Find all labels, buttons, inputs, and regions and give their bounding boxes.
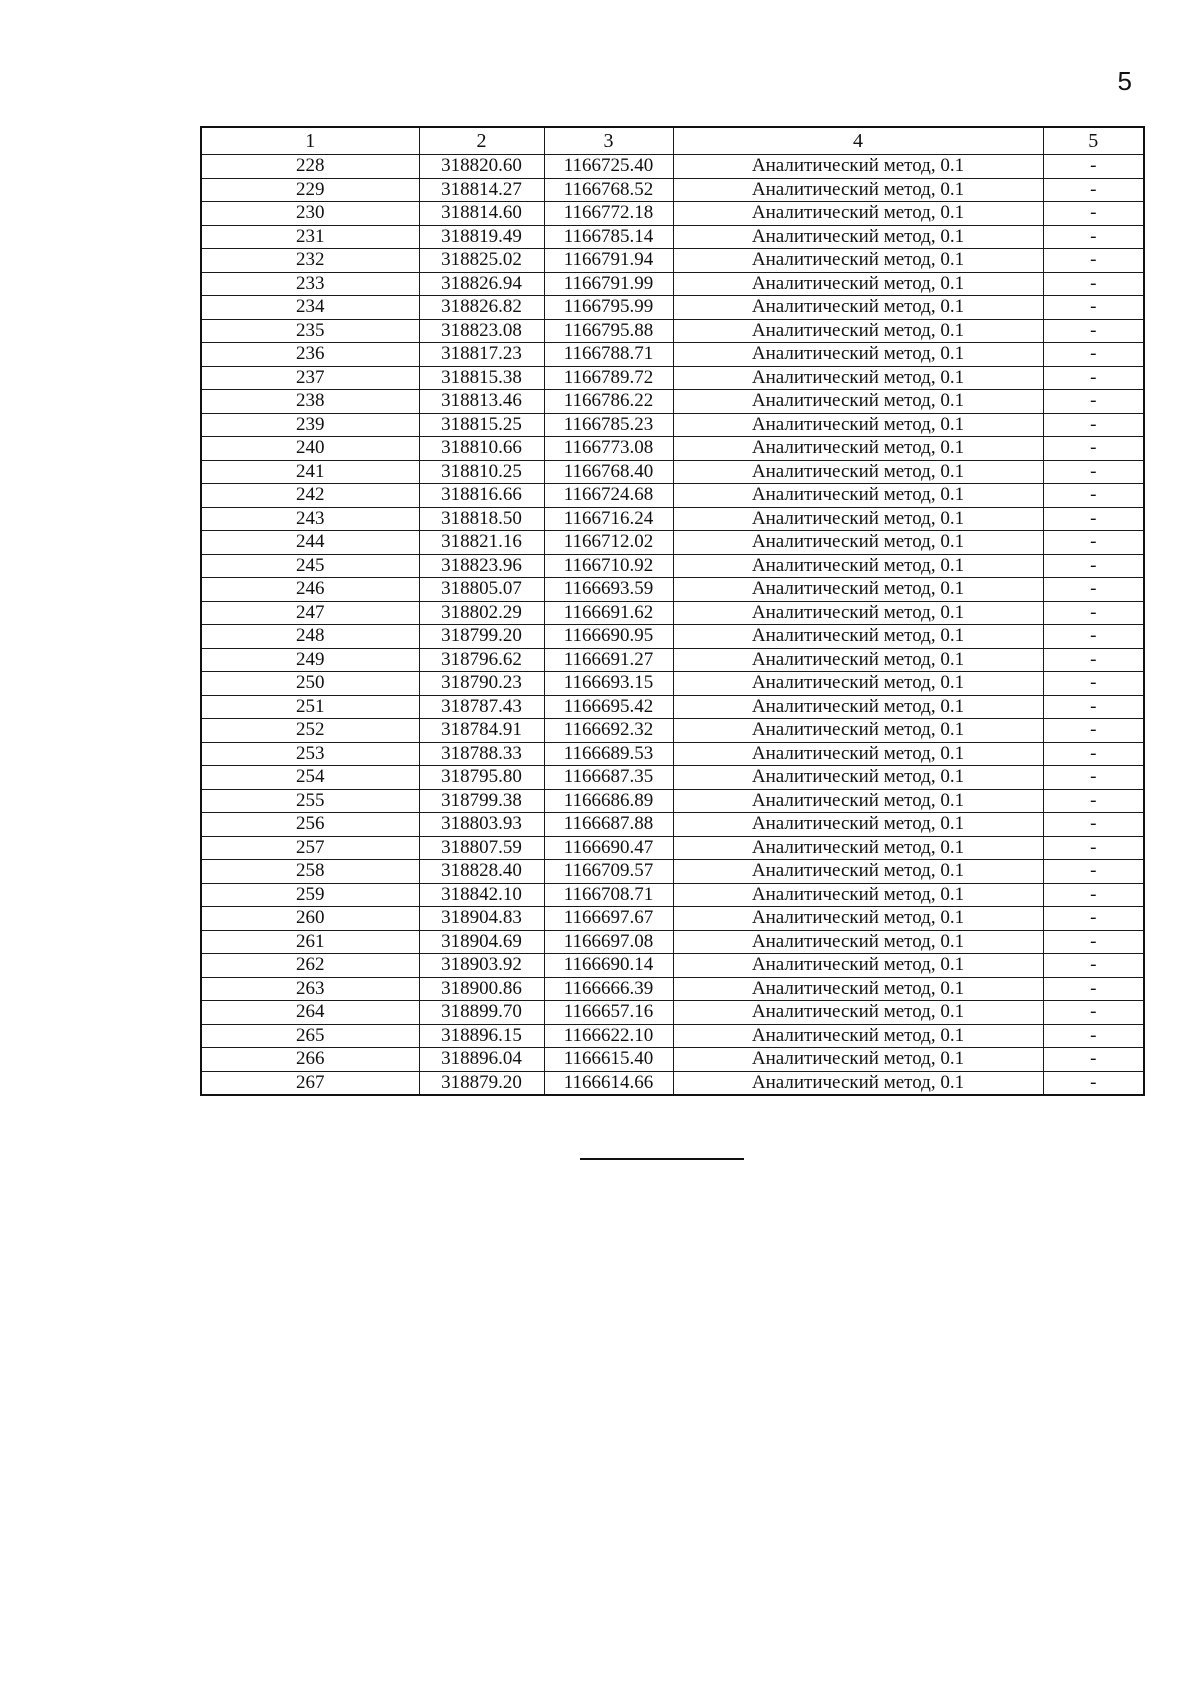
x-coordinate-cell: 318815.38 [419, 366, 544, 390]
y-coordinate-cell: 1166691.62 [544, 601, 673, 625]
method-cell: Аналитический метод, 0.1 [673, 977, 1043, 1001]
method-cell: Аналитический метод, 0.1 [673, 484, 1043, 508]
note-cell: - [1043, 507, 1144, 531]
note-cell: - [1043, 155, 1144, 179]
point-number-cell: 267 [201, 1071, 419, 1095]
point-number-cell: 264 [201, 1001, 419, 1025]
table-row [201, 319, 1144, 343]
y-coordinate-cell: 1166768.52 [544, 178, 673, 202]
note-cell: - [1043, 1048, 1144, 1072]
note-cell: - [1043, 813, 1144, 837]
x-coordinate-cell: 318821.16 [419, 531, 544, 555]
table-row [201, 625, 1144, 649]
y-coordinate-cell: 1166708.71 [544, 883, 673, 907]
point-number-cell: 250 [201, 672, 419, 696]
point-number-cell: 257 [201, 836, 419, 860]
table-row [201, 272, 1144, 296]
x-coordinate-cell: 318799.38 [419, 789, 544, 813]
y-coordinate-cell: 1166666.39 [544, 977, 673, 1001]
note-cell: - [1043, 1071, 1144, 1095]
note-cell: - [1043, 390, 1144, 414]
y-coordinate-cell: 1166795.99 [544, 296, 673, 320]
y-coordinate-cell: 1166712.02 [544, 531, 673, 555]
table-row [201, 672, 1144, 696]
table-row [201, 719, 1144, 743]
method-cell: Аналитический метод, 0.1 [673, 413, 1043, 437]
note-cell: - [1043, 343, 1144, 367]
method-cell: Аналитический метод, 0.1 [673, 648, 1043, 672]
note-cell: - [1043, 554, 1144, 578]
y-coordinate-cell: 1166786.22 [544, 390, 673, 414]
note-cell: - [1043, 930, 1144, 954]
y-coordinate-cell: 1166709.57 [544, 860, 673, 884]
y-coordinate-cell: 1166716.24 [544, 507, 673, 531]
method-cell: Аналитический метод, 0.1 [673, 437, 1043, 461]
y-coordinate-cell: 1166724.68 [544, 484, 673, 508]
point-number-cell: 258 [201, 860, 419, 884]
y-coordinate-cell: 1166772.18 [544, 202, 673, 226]
point-number-cell: 256 [201, 813, 419, 837]
note-cell: - [1043, 366, 1144, 390]
note-cell: - [1043, 225, 1144, 249]
method-cell: Аналитический метод, 0.1 [673, 343, 1043, 367]
point-number-cell: 229 [201, 178, 419, 202]
x-coordinate-cell: 318810.25 [419, 460, 544, 484]
y-coordinate-cell: 1166691.27 [544, 648, 673, 672]
method-cell: Аналитический метод, 0.1 [673, 155, 1043, 179]
method-cell: Аналитический метод, 0.1 [673, 719, 1043, 743]
x-coordinate-cell: 318826.82 [419, 296, 544, 320]
y-coordinate-cell: 1166785.23 [544, 413, 673, 437]
note-cell: - [1043, 1001, 1144, 1025]
table-row [201, 249, 1144, 273]
note-cell: - [1043, 672, 1144, 696]
point-number-cell: 261 [201, 930, 419, 954]
note-cell: - [1043, 836, 1144, 860]
note-cell: - [1043, 601, 1144, 625]
method-cell: Аналитический метод, 0.1 [673, 883, 1043, 907]
point-number-cell: 243 [201, 507, 419, 531]
x-coordinate-cell: 318795.80 [419, 766, 544, 790]
table-row [201, 202, 1144, 226]
x-coordinate-cell: 318815.25 [419, 413, 544, 437]
method-cell: Аналитический метод, 0.1 [673, 742, 1043, 766]
table-row [201, 1024, 1144, 1048]
y-coordinate-cell: 1166791.94 [544, 249, 673, 273]
note-cell: - [1043, 531, 1144, 555]
method-cell: Аналитический метод, 0.1 [673, 625, 1043, 649]
method-cell: Аналитический метод, 0.1 [673, 272, 1043, 296]
note-cell: - [1043, 484, 1144, 508]
x-coordinate-cell: 318796.62 [419, 648, 544, 672]
point-number-cell: 233 [201, 272, 419, 296]
y-coordinate-cell: 1166693.59 [544, 578, 673, 602]
point-number-cell: 242 [201, 484, 419, 508]
x-coordinate-cell: 318903.92 [419, 954, 544, 978]
x-coordinate-cell: 318842.10 [419, 883, 544, 907]
point-number-cell: 228 [201, 155, 419, 179]
point-number-cell: 259 [201, 883, 419, 907]
point-number-cell: 239 [201, 413, 419, 437]
point-number-cell: 254 [201, 766, 419, 790]
note-cell: - [1043, 719, 1144, 743]
note-cell: - [1043, 460, 1144, 484]
method-cell: Аналитический метод, 0.1 [673, 954, 1043, 978]
table-row [201, 507, 1144, 531]
method-cell: Аналитический метод, 0.1 [673, 202, 1043, 226]
point-number-cell: 240 [201, 437, 419, 461]
table-row [201, 836, 1144, 860]
note-cell: - [1043, 296, 1144, 320]
note-cell: - [1043, 178, 1144, 202]
column-header: 1 [201, 127, 419, 155]
method-cell: Аналитический метод, 0.1 [673, 1024, 1043, 1048]
table-row [201, 460, 1144, 484]
method-cell: Аналитический метод, 0.1 [673, 836, 1043, 860]
method-cell: Аналитический метод, 0.1 [673, 531, 1043, 555]
y-coordinate-cell: 1166697.67 [544, 907, 673, 931]
method-cell: Аналитический метод, 0.1 [673, 319, 1043, 343]
coordinates-table [200, 126, 1145, 1096]
point-number-cell: 255 [201, 789, 419, 813]
x-coordinate-cell: 318904.83 [419, 907, 544, 931]
point-number-cell: 249 [201, 648, 419, 672]
method-cell: Аналитический метод, 0.1 [673, 695, 1043, 719]
x-coordinate-cell: 318817.23 [419, 343, 544, 367]
point-number-cell: 236 [201, 343, 419, 367]
end-divider [580, 1158, 744, 1160]
x-coordinate-cell: 318900.86 [419, 977, 544, 1001]
y-coordinate-cell: 1166687.35 [544, 766, 673, 790]
note-cell: - [1043, 578, 1144, 602]
table-row [201, 930, 1144, 954]
table-row [201, 484, 1144, 508]
x-coordinate-cell: 318799.20 [419, 625, 544, 649]
y-coordinate-cell: 1166690.14 [544, 954, 673, 978]
note-cell: - [1043, 977, 1144, 1001]
point-number-cell: 245 [201, 554, 419, 578]
table-body [201, 155, 1144, 1096]
x-coordinate-cell: 318818.50 [419, 507, 544, 531]
table-row [201, 225, 1144, 249]
method-cell: Аналитический метод, 0.1 [673, 1001, 1043, 1025]
method-cell: Аналитический метод, 0.1 [673, 766, 1043, 790]
y-coordinate-cell: 1166692.32 [544, 719, 673, 743]
y-coordinate-cell: 1166690.95 [544, 625, 673, 649]
y-coordinate-cell: 1166768.40 [544, 460, 673, 484]
x-coordinate-cell: 318826.94 [419, 272, 544, 296]
y-coordinate-cell: 1166614.66 [544, 1071, 673, 1095]
table-row [201, 578, 1144, 602]
y-coordinate-cell: 1166795.88 [544, 319, 673, 343]
table-row [201, 155, 1144, 179]
x-coordinate-cell: 318823.08 [419, 319, 544, 343]
y-coordinate-cell: 1166710.92 [544, 554, 673, 578]
table-row [201, 343, 1144, 367]
x-coordinate-cell: 318805.07 [419, 578, 544, 602]
method-cell: Аналитический метод, 0.1 [673, 249, 1043, 273]
x-coordinate-cell: 318828.40 [419, 860, 544, 884]
x-coordinate-cell: 318823.96 [419, 554, 544, 578]
point-number-cell: 266 [201, 1048, 419, 1072]
table-row [201, 178, 1144, 202]
point-number-cell: 231 [201, 225, 419, 249]
method-cell: Аналитический метод, 0.1 [673, 601, 1043, 625]
y-coordinate-cell: 1166695.42 [544, 695, 673, 719]
table-row [201, 648, 1144, 672]
x-coordinate-cell: 318825.02 [419, 249, 544, 273]
y-coordinate-cell: 1166789.72 [544, 366, 673, 390]
point-number-cell: 235 [201, 319, 419, 343]
table-row [201, 954, 1144, 978]
method-cell: Аналитический метод, 0.1 [673, 907, 1043, 931]
x-coordinate-cell: 318813.46 [419, 390, 544, 414]
method-cell: Аналитический метод, 0.1 [673, 813, 1043, 837]
note-cell: - [1043, 789, 1144, 813]
y-coordinate-cell: 1166791.99 [544, 272, 673, 296]
table-row [201, 977, 1144, 1001]
x-coordinate-cell: 318784.91 [419, 719, 544, 743]
table-row [201, 1001, 1144, 1025]
point-number-cell: 262 [201, 954, 419, 978]
y-coordinate-cell: 1166615.40 [544, 1048, 673, 1072]
x-coordinate-cell: 318807.59 [419, 836, 544, 860]
method-cell: Аналитический метод, 0.1 [673, 1071, 1043, 1095]
point-number-cell: 244 [201, 531, 419, 555]
note-cell: - [1043, 860, 1144, 884]
x-coordinate-cell: 318787.43 [419, 695, 544, 719]
point-number-cell: 253 [201, 742, 419, 766]
point-number-cell: 232 [201, 249, 419, 273]
x-coordinate-cell: 318816.66 [419, 484, 544, 508]
table-row [201, 413, 1144, 437]
note-cell: - [1043, 1024, 1144, 1048]
method-cell: Аналитический метод, 0.1 [673, 296, 1043, 320]
point-number-cell: 248 [201, 625, 419, 649]
point-number-cell: 251 [201, 695, 419, 719]
header-row [201, 127, 1144, 155]
column-header: 4 [673, 127, 1043, 155]
y-coordinate-cell: 1166622.10 [544, 1024, 673, 1048]
note-cell: - [1043, 695, 1144, 719]
point-number-cell: 237 [201, 366, 419, 390]
column-header: 3 [544, 127, 673, 155]
x-coordinate-cell: 318788.33 [419, 742, 544, 766]
note-cell: - [1043, 319, 1144, 343]
x-coordinate-cell: 318814.27 [419, 178, 544, 202]
method-cell: Аналитический метод, 0.1 [673, 1048, 1043, 1072]
method-cell: Аналитический метод, 0.1 [673, 672, 1043, 696]
column-header: 2 [419, 127, 544, 155]
y-coordinate-cell: 1166686.89 [544, 789, 673, 813]
note-cell: - [1043, 202, 1144, 226]
table-row [201, 1048, 1144, 1072]
note-cell: - [1043, 954, 1144, 978]
table-row [201, 554, 1144, 578]
table-row [201, 742, 1144, 766]
point-number-cell: 246 [201, 578, 419, 602]
y-coordinate-cell: 1166693.15 [544, 672, 673, 696]
point-number-cell: 260 [201, 907, 419, 931]
table-row [201, 813, 1144, 837]
method-cell: Аналитический метод, 0.1 [673, 930, 1043, 954]
note-cell: - [1043, 437, 1144, 461]
method-cell: Аналитический метод, 0.1 [673, 578, 1043, 602]
note-cell: - [1043, 648, 1144, 672]
page-number: 5 [1117, 66, 1132, 96]
x-coordinate-cell: 318820.60 [419, 155, 544, 179]
x-coordinate-cell: 318904.69 [419, 930, 544, 954]
point-number-cell: 238 [201, 390, 419, 414]
x-coordinate-cell: 318790.23 [419, 672, 544, 696]
note-cell: - [1043, 883, 1144, 907]
table-row [201, 860, 1144, 884]
note-cell: - [1043, 766, 1144, 790]
y-coordinate-cell: 1166687.88 [544, 813, 673, 837]
method-cell: Аналитический метод, 0.1 [673, 507, 1043, 531]
x-coordinate-cell: 318879.20 [419, 1071, 544, 1095]
x-coordinate-cell: 318899.70 [419, 1001, 544, 1025]
y-coordinate-cell: 1166773.08 [544, 437, 673, 461]
method-cell: Аналитический метод, 0.1 [673, 225, 1043, 249]
x-coordinate-cell: 318814.60 [419, 202, 544, 226]
point-number-cell: 241 [201, 460, 419, 484]
table-row [201, 296, 1144, 320]
point-number-cell: 252 [201, 719, 419, 743]
point-number-cell: 230 [201, 202, 419, 226]
method-cell: Аналитический метод, 0.1 [673, 460, 1043, 484]
y-coordinate-cell: 1166697.08 [544, 930, 673, 954]
y-coordinate-cell: 1166689.53 [544, 742, 673, 766]
point-number-cell: 247 [201, 601, 419, 625]
y-coordinate-cell: 1166725.40 [544, 155, 673, 179]
note-cell: - [1043, 413, 1144, 437]
note-cell: - [1043, 907, 1144, 931]
method-cell: Аналитический метод, 0.1 [673, 789, 1043, 813]
column-header: 5 [1043, 127, 1144, 155]
method-cell: Аналитический метод, 0.1 [673, 554, 1043, 578]
x-coordinate-cell: 318819.49 [419, 225, 544, 249]
note-cell: - [1043, 272, 1144, 296]
table-row [201, 883, 1144, 907]
x-coordinate-cell: 318810.66 [419, 437, 544, 461]
note-cell: - [1043, 625, 1144, 649]
x-coordinate-cell: 318803.93 [419, 813, 544, 837]
table-row [201, 390, 1144, 414]
x-coordinate-cell: 318896.04 [419, 1048, 544, 1072]
method-cell: Аналитический метод, 0.1 [673, 366, 1043, 390]
y-coordinate-cell: 1166690.47 [544, 836, 673, 860]
y-coordinate-cell: 1166788.71 [544, 343, 673, 367]
table-row [201, 695, 1144, 719]
x-coordinate-cell: 318896.15 [419, 1024, 544, 1048]
table-row [201, 789, 1144, 813]
x-coordinate-cell: 318802.29 [419, 601, 544, 625]
table-row [201, 907, 1144, 931]
method-cell: Аналитический метод, 0.1 [673, 178, 1043, 202]
table-row [201, 531, 1144, 555]
y-coordinate-cell: 1166785.14 [544, 225, 673, 249]
method-cell: Аналитический метод, 0.1 [673, 860, 1043, 884]
point-number-cell: 265 [201, 1024, 419, 1048]
table-row [201, 766, 1144, 790]
table-row [201, 601, 1144, 625]
method-cell: Аналитический метод, 0.1 [673, 390, 1043, 414]
note-cell: - [1043, 249, 1144, 273]
point-number-cell: 263 [201, 977, 419, 1001]
y-coordinate-cell: 1166657.16 [544, 1001, 673, 1025]
table-row [201, 366, 1144, 390]
table-row [201, 437, 1144, 461]
point-number-cell: 234 [201, 296, 419, 320]
note-cell: - [1043, 742, 1144, 766]
table-row [201, 1071, 1144, 1095]
